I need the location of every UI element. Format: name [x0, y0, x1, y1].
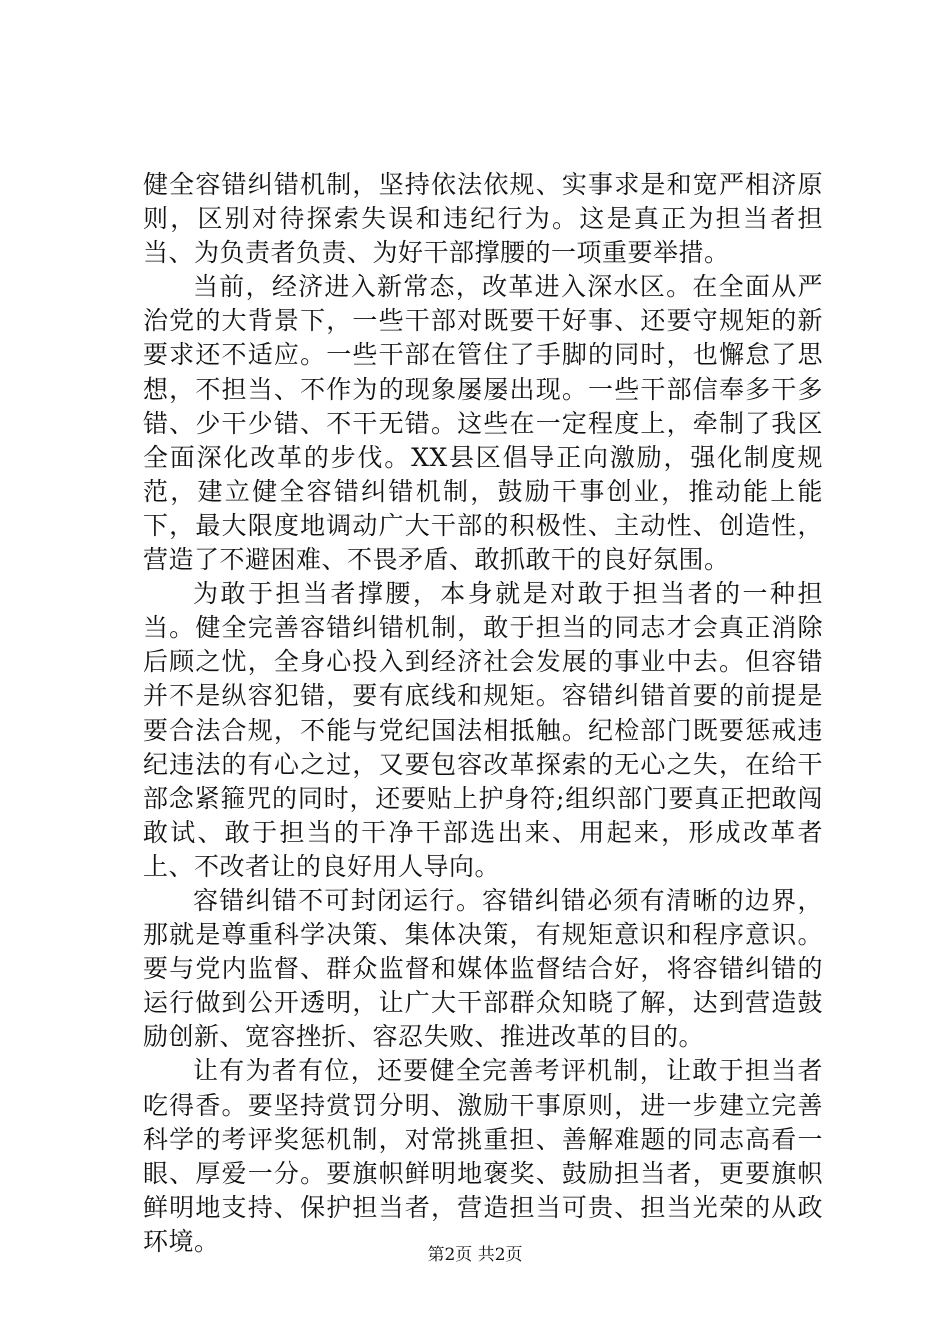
body-text	[143, 168, 823, 1259]
paragraph-1: 健全容错纠错机制，坚持依法依规、实事求是和宽严相济原则，区别对待探索失误和违纪行为。这是真正为担当者担当、为负责者负责、为好干部撑腰的一项重要举措。	[143, 170, 823, 268]
page-number: 第2页 共2页	[427, 1245, 523, 1265]
paragraph-3: 为敢于担当者撑腰，本身就是对敢于担当者的一种担当。健全完善容错纠错机制，敢于担当的同志才会真正消除后顾之忧，全身心投入到经济社会发展的事业中去。但容错并不是纵容犯错，要有底线和规矩。容错纠错首要的前提是要合法合规，不能与党纪国法相抵触。纪检部门既要惩戒违纪违法的有心之过，又要包容改革探索的无心之失，在给干部念紧箍咒的同时，还要贴上护身符;组织部门要真正把敢闯敢试、敢于担当的干净干部选出来、用起来，形成改革者上、不改者让的良好用人导向。	[143, 579, 823, 881]
page-footer	[0, 1245, 950, 1265]
paragraph-5: 让有为者有位，还要健全完善考评机制，让敢于担当者吃得香。要坚持赏罚分明、激励干事原则，进一步建立完善科学的考评奖惩机制，对常挑重担、善解难题的同志高看一眼、厚爱一分。要旗帜鲜明地褒奖、鼓励担当者，更要旗帜鲜明地支持、保护担当者，营造担当可贵、担当光荣的从政环境。	[143, 1056, 823, 1256]
paragraph-2: 当前，经济进入新常态，改革进入深水区。在全面从严治党的大背景下，一些干部对既要干好事、还要守规矩的新要求还不适应。一些干部在管住了手脚的同时，也懈怠了思想，不担当、不作为的现象屡屡出现。一些干部信奉多干多错、少干少错、不干无错。这些在一定程度上，牵制了我区全面深化改革的步伐。XX县区倡导正向激励，强化制度规范，建立健全容错纠错机制，鼓励干事创业，推动能上能下，最大限度地调动广大干部的积极性、主动性、创造性，营造了不避困难、不畏矛盾、敢抓敢干的良好氛围。	[143, 272, 823, 575]
paragraph-4: 容错纠错不可封闭运行。容错纠错必须有清晰的边界，那就是尊重科学决策、集体决策，有规矩意识和程序意识。要与党内监督、群众监督和媒体监督结合好，将容错纠错的运行做到公开透明，让广大干部群众知晓了解，达到营造鼓励创新、宽容挫折、容忍失败、推进改革的目的。	[143, 885, 823, 1052]
